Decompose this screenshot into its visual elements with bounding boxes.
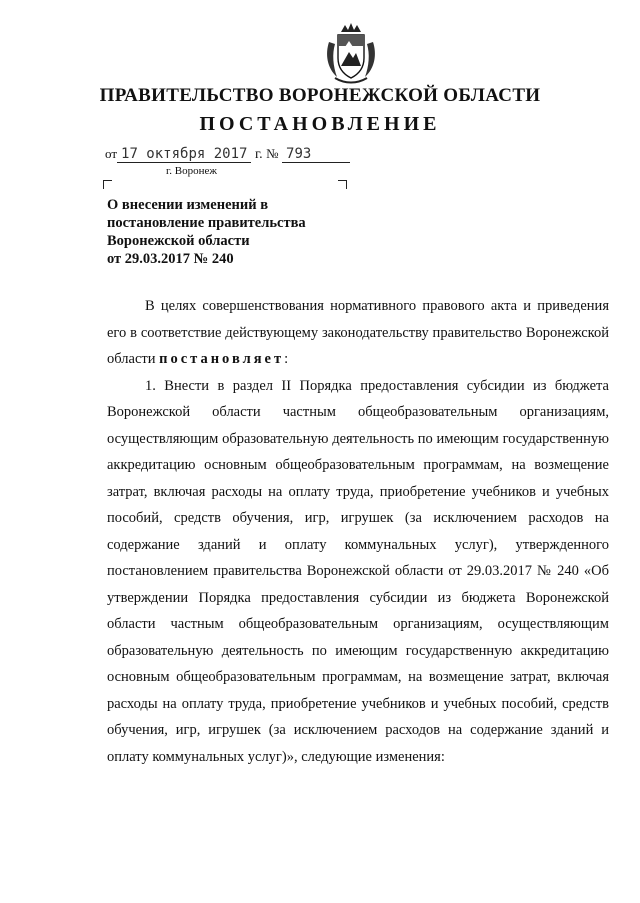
preamble-text: В целях совершенствования нормативного правового акта и приведения его в соответствие действующему законодательству правительство Воронежской области: [107, 298, 609, 367]
subject-line: постановление правительства: [107, 215, 306, 231]
number-label: №: [266, 146, 279, 161]
body-paragraph-item-1: 1. Внести в раздел II Порядка предоставления субсидии из бюджета Воронежской области частным общеобразовательным организациям, осуществляющим образовательную деятельность по имеющим государственную аккредитацию основным общеобразовательным программам, на возмещение затрат, включая расходы на оплату труда, приобретение учебников и учебных пособий, средств обучения, игр, игрушек (за исключением расходов на содержание зданий и оплату коммунальных услуг), утвержденного постановлением правительства Воронежской области от 29.03.2017 № 240 «Об утверждении Порядка предоставления субсидии из бюджета Воронежской области частным общеобразовательным организациям, осуществляющим образовательную деятельность по имеющим государственную аккредитацию основным общеобразовательным программам, на возмещение затрат, включая расходы на оплату труда, приобретение учебников и учебных пособий, средств обучения, игр, игрушек (за исключением расходов на содержание зданий и оплату коммунальных услуг)», следующие изменения:: [107, 377, 609, 765]
document-type-title: ПОСТАНОВЛЕНИЕ: [199, 113, 441, 135]
body-paragraph-preamble: [107, 293, 609, 373]
subject-line: от 29.03.2017 № 240: [107, 251, 234, 267]
handwritten-date: 17 октября 2017: [117, 146, 251, 163]
document-subject: [107, 196, 347, 268]
year-suffix: г.: [254, 147, 263, 162]
subject-bracket-left: [103, 180, 112, 189]
government-title: ПРАВИТЕЛЬСТВО ВОРОНЕЖСКОЙ ОБЛАСТИ: [99, 85, 541, 106]
document-number: 793: [282, 146, 350, 163]
subject-bracket-right: [338, 180, 347, 189]
city-label: г. Воронеж: [166, 165, 217, 177]
document-body: [107, 293, 609, 770]
date-number-row: [105, 146, 350, 163]
from-label: от: [105, 146, 118, 161]
coat-of-arms-icon: [323, 22, 379, 84]
decree-word: постановляет: [159, 351, 285, 367]
subject-line: О внесении изменений в: [107, 197, 269, 213]
preamble-end: :: [284, 351, 289, 367]
subject-line: Воронежской области: [107, 233, 250, 249]
